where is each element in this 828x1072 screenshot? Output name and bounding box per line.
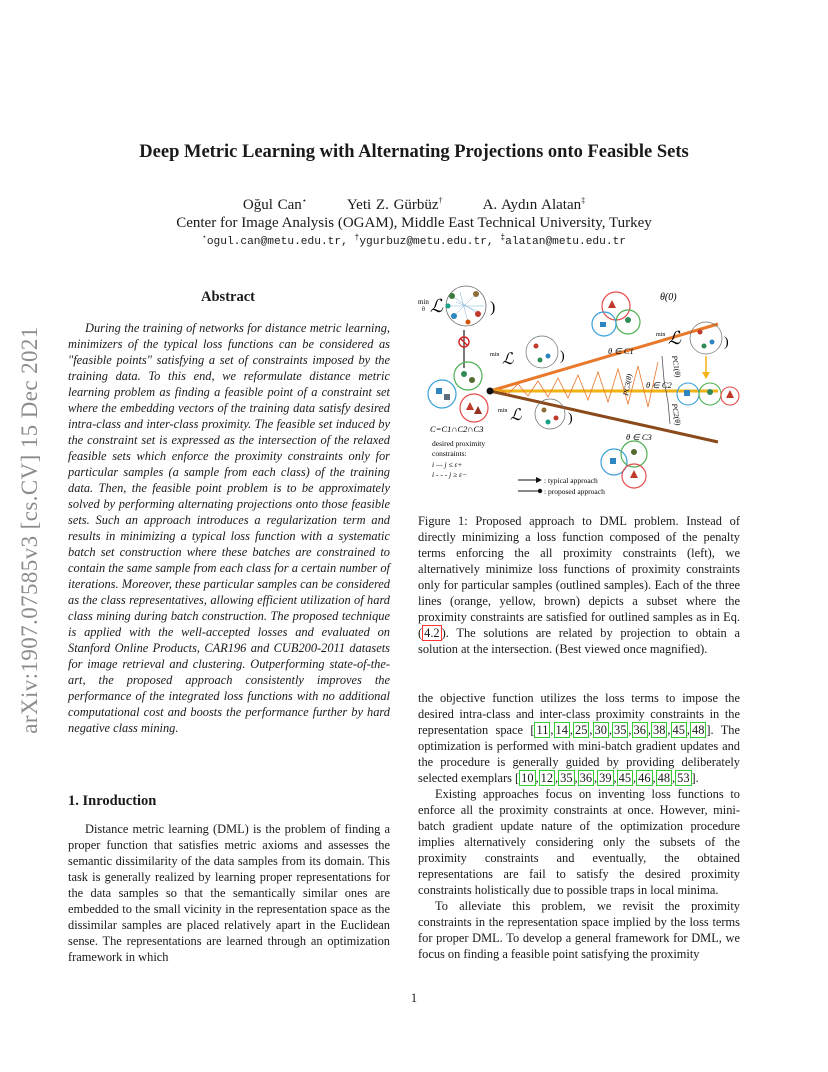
proj-c2-label: PC2(θ) bbox=[670, 402, 683, 427]
arxiv-stamp bbox=[10, 300, 50, 760]
paragraph: the objective function utilizes the loss terms to impose the desired intra-class and inter-class proximity constraints in the representation space [ 11 , 14 , 25 , 30 , 35 , 36 , 38 , 45 , 48 ]. The optimization is performed with mini-batch gradient updates and the procedure is generally guided by providing deliberately selected exemplars [ 10 , 12 , 35 , 36 , 39 , 45 , 46 , 48 , 53 ]. bbox=[418, 691, 740, 785]
loss-symbol: ℒ bbox=[510, 407, 522, 424]
citation-link[interactable]: 48 bbox=[657, 771, 671, 785]
email-address[interactable]: ygurbuz@metu.edu.tr, bbox=[359, 236, 494, 248]
set-c2-label: θ ∈ C2 bbox=[646, 380, 672, 390]
paragraph: To alleviate this problem, we revisit the proximity constraints in the representation space implied by the loss terms for proper DML. To develop a general framework for DML, we focus on finding a feasible point satisfying the proximity bbox=[418, 899, 740, 961]
loss-symbol: ℒ bbox=[668, 328, 681, 348]
caption-text: Proposed approach to DML problem. Instead of directly minimizing a loss function composed of the penalty terms enforcing the all proximity constraints (left), we alternatively minimize loss functions of proximity constraints only for particular samples (outlined samples). Each of the three lines (orange, yellow, brown) depicts a subset where the proximity constraints are satisfied for outlined samples as in Eq. ( bbox=[418, 514, 740, 640]
citation-link[interactable]: 12 bbox=[540, 771, 554, 785]
min-label: min bbox=[490, 352, 500, 358]
citation-link[interactable]: 11 bbox=[536, 723, 549, 737]
arxiv-id: arXiv:1907.07585v3 [cs.CV] 15 Dec 2021 bbox=[17, 326, 42, 734]
author-name: Oğul Can bbox=[242, 197, 302, 213]
min-label: min bbox=[418, 298, 429, 306]
citation-link[interactable]: 36 bbox=[633, 723, 646, 737]
desired-label: desired proximity bbox=[432, 439, 486, 448]
figure-caption bbox=[418, 513, 740, 657]
author-list bbox=[60, 197, 768, 214]
citation-link[interactable]: 35 bbox=[560, 771, 573, 785]
author-mark: ⋆ bbox=[301, 196, 307, 205]
citation-link[interactable]: 25 bbox=[575, 723, 588, 737]
author-name: Yeti Z. Gürbüz bbox=[346, 197, 439, 213]
email-mark: † bbox=[354, 233, 360, 243]
constraint-negative: i - - - j ≥ ε− bbox=[432, 470, 468, 479]
top-right-clusters bbox=[592, 292, 640, 336]
intro-paragraph: Distance metric learning (DML) is the problem of finding a proper function that satisfies metric axioms and assesses the semantic dissimilarity of the data samples from its domain. This task is generally realized by learning proper representations for the data samples so that the semantically similar ones are embedded to the small vicinity in the representation space as the dissimilar samples are placed relatively apart in the Euclidean sense. The representations are learned through an optimization framework in which bbox=[68, 822, 390, 964]
author-mark: ‡ bbox=[581, 196, 586, 205]
right-clusters bbox=[677, 383, 739, 405]
bottom-clusters bbox=[601, 441, 647, 488]
section-heading-introduction: 1. Inroduction bbox=[68, 793, 157, 809]
paren-close: ) bbox=[490, 299, 496, 316]
citation-link[interactable]: 36 bbox=[579, 771, 593, 785]
email-mark: ‡ bbox=[500, 233, 506, 243]
caption-label: Figure 1: bbox=[418, 514, 468, 528]
citation-link[interactable]: 45 bbox=[618, 771, 632, 785]
intersection-label: C=C1∩C2∩C3 bbox=[430, 424, 484, 434]
min-label: min bbox=[498, 408, 508, 414]
proj-c3-label: PC3(θ) bbox=[621, 373, 634, 397]
email-list bbox=[60, 233, 768, 248]
citation-link[interactable]: 46 bbox=[638, 771, 651, 785]
citation-link[interactable]: 48 bbox=[692, 723, 705, 737]
abstract-text: During the training of networks for distance metric learning, minimizers of the typical loss functions can be considered as "feasible points" satisfying a set of constraints imposed by the training data. To this end, we reformulate distance metric learning problem as finding a feasible point of a constraint set where the embedding vectors of the training data satisfy desired intra-class and inter-class proximity. The feasible set induced by the constraint set is expressed as the intersection of the relaxed feasible sets which enforce the proximity constraints only for particular samples (a sample from each class) of the training data. Then, the feasible point problem is to be approximately solved by performing alternating projections onto those feasible sets. Such an approach introduces a regularization term and results in minimizing a typical loss function with a systematic batch set construction where these batches are constrained to contain the same sample from each class for a certain number of iterations. Moreover, these particular samples can be considered as the class representatives, allowing efficient utilization of hard class mining during batch construction. The proposed technique is applied with the well-accepted losses and evaluated on Stanford Online Products, CAR196 and CUB200-2011 datasets for image retrieval and clustering. Outperforming state-of-the-art, the proposed approach consistently improves the performance of the integrated loss functions with no additional computational cost and boosts the performance further by hard negative class mining. bbox=[68, 321, 390, 735]
citation-link[interactable]: 30 bbox=[594, 723, 607, 737]
affiliation: Center for Image Analysis (OGAM), Middle East Technical University, Turkey bbox=[176, 215, 652, 231]
email-mark: ⋆ bbox=[201, 233, 207, 243]
equation-ref-link[interactable]: 4.2 bbox=[424, 626, 440, 640]
citation-link[interactable]: 10 bbox=[521, 771, 534, 785]
set-c3-label: θ ∈ C3 bbox=[626, 432, 652, 442]
loss-symbol: ℒ bbox=[430, 296, 443, 316]
loss-symbol: ℒ bbox=[502, 351, 514, 368]
citation-link[interactable]: 14 bbox=[555, 723, 568, 737]
paper-title: Deep Metric Learning with Alternating Projections onto Feasible Sets bbox=[139, 142, 689, 162]
desired-label-2: constraints: bbox=[432, 449, 467, 458]
right-column-text bbox=[418, 690, 740, 962]
citation-link[interactable]: 38 bbox=[653, 723, 666, 737]
figure-1 bbox=[418, 284, 740, 502]
author-mark: † bbox=[438, 196, 443, 205]
svg-text:): ) bbox=[724, 335, 729, 350]
email-address[interactable]: ogul.can@metu.edu.tr, bbox=[206, 236, 348, 248]
legend-typical: : typical approach bbox=[544, 476, 598, 485]
citation-link[interactable]: 45 bbox=[672, 723, 685, 737]
paragraph: Existing approaches focus on inventing loss functions to enforce all the proximity constraints at once. However, mini-batch gradient update nature of the optimization procedure implies alternatively considering only the subsets of the proximity constraints and eventually, the obtained representations are fail to satisfy the desired proximity constraints holistically due to possible traps in local minima. bbox=[418, 787, 740, 897]
left-cluster-group bbox=[428, 362, 488, 422]
min-sub: θ bbox=[422, 307, 425, 313]
theta0-label: θ(0) bbox=[660, 292, 677, 303]
author-name: A. Aydın Alatan bbox=[482, 197, 582, 213]
caption-text-end: ). The solutions are related by projection to obtain a solution at the intersection. (Best viewed once magnified). bbox=[418, 626, 740, 656]
citation-link[interactable]: 53 bbox=[677, 771, 690, 785]
min-label: min bbox=[656, 332, 666, 338]
citation-link[interactable]: 35 bbox=[614, 723, 627, 737]
legend-proposed: : proposed approach bbox=[544, 487, 605, 496]
citation-link[interactable]: 39 bbox=[599, 771, 612, 785]
set-c1-label: θ ∈ C1 bbox=[608, 346, 634, 356]
constraint-positive: i — j ≤ ε+ bbox=[432, 460, 463, 469]
svg-text:): ) bbox=[568, 411, 573, 426]
svg-text:): ) bbox=[560, 349, 565, 364]
proj-c1-label: PC1(θ) bbox=[670, 354, 683, 379]
page-number: 1 bbox=[410, 991, 418, 1005]
abstract-heading: Abstract bbox=[201, 289, 255, 305]
email-address[interactable]: alatan@metu.edu.tr bbox=[505, 236, 627, 248]
